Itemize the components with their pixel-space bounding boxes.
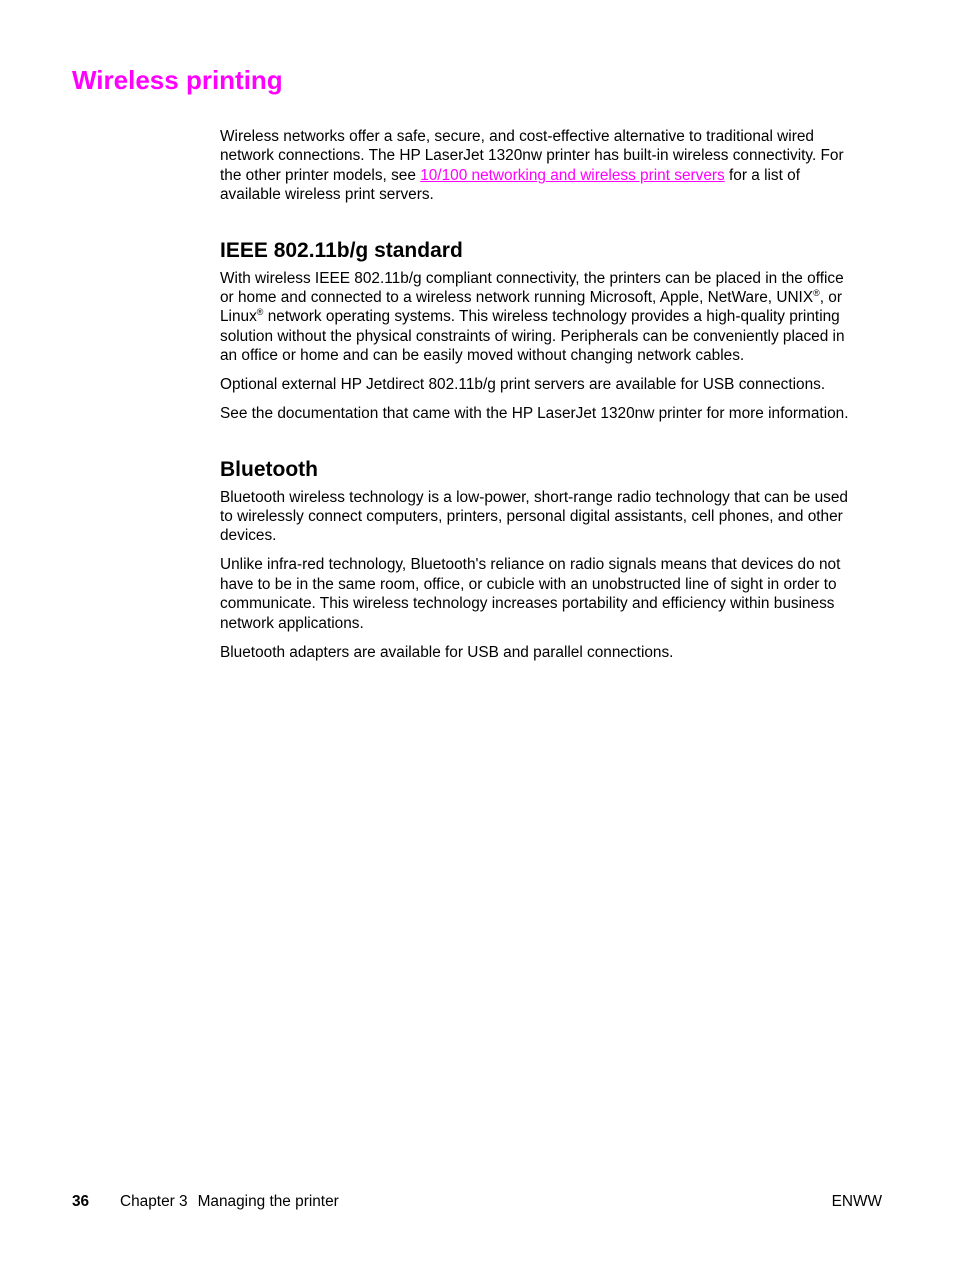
ieee-paragraph-3: See the documentation that came with the HP LaserJet 1320nw printer for more information. — [220, 405, 849, 423]
bluetooth-paragraph-3: Bluetooth adapters are available for USB and parallel connections. — [220, 643, 674, 661]
footer-right-label: ENWW — [831, 1193, 882, 1210]
page-footer — [72, 1192, 882, 1211]
bluetooth-paragraph-1: Bluetooth wireless technology is a low-power, short-range radio technology that can be used to wirelessly connect computers, printers, personal digital assistants, cell phones, and other devices. — [220, 488, 848, 545]
section-heading-ieee: IEEE 802.11b/g standard — [220, 238, 463, 262]
ieee-paragraph-2: Optional external HP Jetdirect 802.11b/g print servers are available for USB connections. — [220, 376, 826, 394]
chapter-title: Managing the printer — [197, 1193, 339, 1210]
intro-paragraph: Wireless networks offer a safe, secure, and cost-effective alternative to traditional wired network connections. The HP LaserJet 1320nw printer has built-in wireless connectivity. For the other printer models, see 10/100 networking and wireless print servers for a list of available wireless print servers. — [220, 128, 844, 204]
registered-mark: ® — [813, 288, 820, 299]
page-number: 36 — [72, 1193, 90, 1210]
page-title: Wireless printing — [72, 65, 283, 95]
networking-print-servers-link[interactable]: 10/100 networking and wireless print servers — [420, 166, 725, 184]
ieee-paragraph-1: With wireless IEEE 802.11b/g compliant connectivity, the printers can be placed in the office or home and connected to a wireless network running Microsoft, Apple, NetWare, UNIX®, or Linux® network operating systems. This wireless technology provides a high-quality printing solution without the physical constraints of wiring. Peripherals can be conveniently placed in an office or home and can be easily moved without changing network cables. — [220, 269, 845, 365]
bluetooth-paragraph-2: Unlike infra-red technology, Bluetooth's reliance on radio signals means that devices do not have to be in the same room, office, or cubicle with an unobstructed line of sight in order to communicate. This wireless technology increases portability and efficiency within business network applications. — [220, 556, 841, 632]
registered-mark: ® — [256, 307, 264, 318]
chapter-label: Chapter 3 — [120, 1193, 188, 1210]
page-content — [220, 127, 882, 672]
section-heading-bluetooth: Bluetooth — [220, 457, 318, 481]
